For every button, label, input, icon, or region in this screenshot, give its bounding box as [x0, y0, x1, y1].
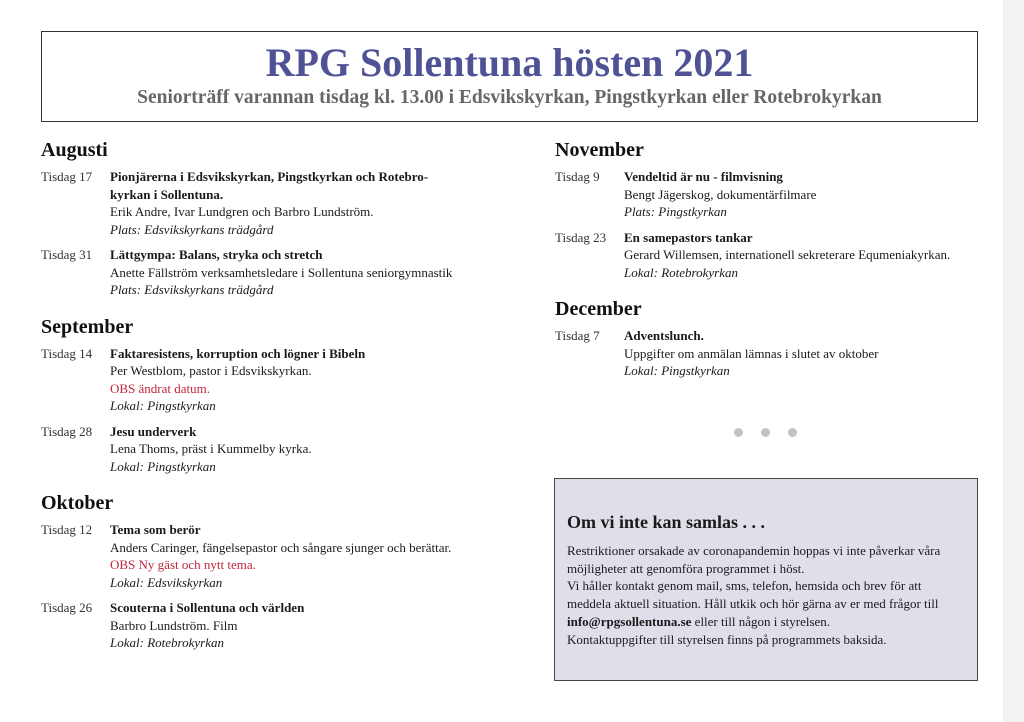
page-title: RPG Sollentuna hösten 2021	[265, 40, 754, 85]
event-title-cont: kyrkan i Sollentuna.	[110, 186, 224, 202]
month-heading: Oktober	[41, 492, 114, 514]
event-description: Gerard Willemsen, internationell sekreterare Equmeniakyrkan.	[624, 247, 951, 262]
event-item	[41, 168, 511, 238]
month-spacer	[41, 483, 511, 491]
event-item	[41, 423, 511, 476]
event-location: Lokal: Rotebrokyrkan	[624, 264, 738, 280]
header-box	[41, 31, 978, 122]
info-paragraph-1: Restriktioner orsakade av coronapandemin hoppas vi inte påverkar våra möjligheter att genomföra programmet i höst.	[567, 543, 941, 576]
event-date: Tisdag 28	[41, 423, 93, 439]
event-body	[624, 229, 985, 282]
event-description: Anette Fällström verksamhetsledare i Sollentuna seniorgymnastik	[110, 264, 453, 280]
event-date: Tisdag 9	[555, 169, 600, 184]
event-date: Tisdag 26	[41, 600, 93, 615]
event-body	[110, 246, 511, 299]
event-note: OBS ändrat datum.	[110, 380, 211, 396]
event-date: Tisdag 23	[555, 229, 607, 245]
event-location: Plats: Edsvikskyrkans trädgård	[110, 282, 274, 297]
page-subtitle: Seniorträff varannan tisdag kl. 13.00 i Edsvikskyrkan, Pingstkyrkan eller Rotebrokyrkan	[137, 87, 882, 108]
month-heading: November	[555, 139, 644, 161]
month-spacer	[555, 289, 985, 297]
event-body	[110, 599, 511, 652]
event-title: Pionjärerna i Edsvikskyrkan, Pingstkyrkan och Rotebro-	[110, 169, 429, 184]
event-description: Anders Caringer, fängelsepastor och sångare sjunger och berättar.	[110, 539, 452, 555]
event-body	[624, 168, 985, 221]
event-location: Lokal: Pingstkyrkan	[110, 398, 216, 413]
event-title: En samepastors tankar	[624, 229, 753, 245]
event-item	[41, 345, 511, 415]
event-description: Per Westblom, pastor i Edsvikskyrkan.	[110, 363, 312, 378]
event-item	[555, 327, 985, 380]
event-item	[41, 599, 511, 652]
event-item	[555, 168, 985, 221]
month-spacer	[41, 307, 511, 315]
event-description: Uppgifter om anmälan lämnas i slutet av oktober	[624, 345, 879, 361]
event-body	[110, 345, 511, 415]
info-paragraph-3: Kontaktuppgifter till styrelsen finns på programmets baksida.	[567, 631, 887, 647]
event-date: Tisdag 12	[41, 522, 93, 537]
info-paragraph-2: Vi håller kontakt genom mail, sms, telefon, hemsida och brev för att meddela aktuell situation. Håll utkik och hör gärna av er med frågor till info@rpgsollentuna.se eller till någon i styrelsen.	[567, 578, 939, 629]
event-title: Vendeltid är nu - filmvisning	[624, 169, 783, 184]
dot-icon	[788, 428, 797, 437]
info-box	[554, 478, 978, 681]
event-note: OBS Ny gäst och nytt tema.	[110, 557, 256, 572]
event-title: Faktaresistens, korruption och lögner i Bibeln	[110, 345, 366, 361]
event-body	[110, 168, 511, 238]
decorative-dots	[734, 428, 797, 437]
event-location: Lokal: Rotebrokyrkan	[110, 635, 224, 650]
left-column	[41, 138, 511, 660]
month-heading: September	[41, 315, 134, 338]
event-item	[41, 521, 511, 591]
event-body	[110, 423, 511, 476]
event-description: Bengt Jägerskog, dokumentärfilmare	[624, 186, 817, 202]
event-body	[110, 521, 511, 591]
event-title: Scouterna i Sollentuna och världen	[110, 600, 305, 615]
event-date: Tisdag 7	[555, 328, 600, 343]
event-date: Tisdag 14	[41, 345, 93, 361]
event-location: Lokal: Edsvikskyrkan	[110, 574, 223, 590]
event-body	[624, 327, 985, 380]
event-title: Jesu underverk	[110, 423, 197, 439]
dot-icon	[734, 428, 743, 437]
info-heading: Om vi inte kan samlas . . .	[567, 512, 766, 532]
right-column	[555, 138, 985, 388]
event-title: Tema som berör	[110, 522, 201, 537]
dot-icon	[761, 428, 770, 437]
event-item	[41, 246, 511, 299]
event-date: Tisdag 31	[41, 247, 93, 262]
month-heading: Augusti	[41, 139, 108, 161]
event-description: Barbro Lundström. Film	[110, 617, 238, 633]
event-item	[555, 229, 985, 282]
event-description: Erik Andre, Ivar Lundgren och Barbro Lundström.	[110, 204, 374, 219]
event-description: Lena Thoms, präst i Kummelby kyrka.	[110, 441, 312, 456]
event-location: Lokal: Pingstkyrkan	[624, 363, 730, 378]
event-location: Lokal: Pingstkyrkan	[110, 458, 216, 474]
email-link[interactable]: info@rpgsollentuna.se	[567, 613, 692, 629]
event-date: Tisdag 17	[41, 169, 93, 184]
event-title: Adventslunch.	[624, 328, 704, 343]
month-heading: December	[555, 298, 642, 320]
event-location: Plats: Edsvikskyrkans trädgård	[110, 221, 274, 237]
event-location: Plats: Pingstkyrkan	[624, 204, 727, 219]
event-title: Lättgympa: Balans, stryka och stretch	[110, 247, 323, 262]
